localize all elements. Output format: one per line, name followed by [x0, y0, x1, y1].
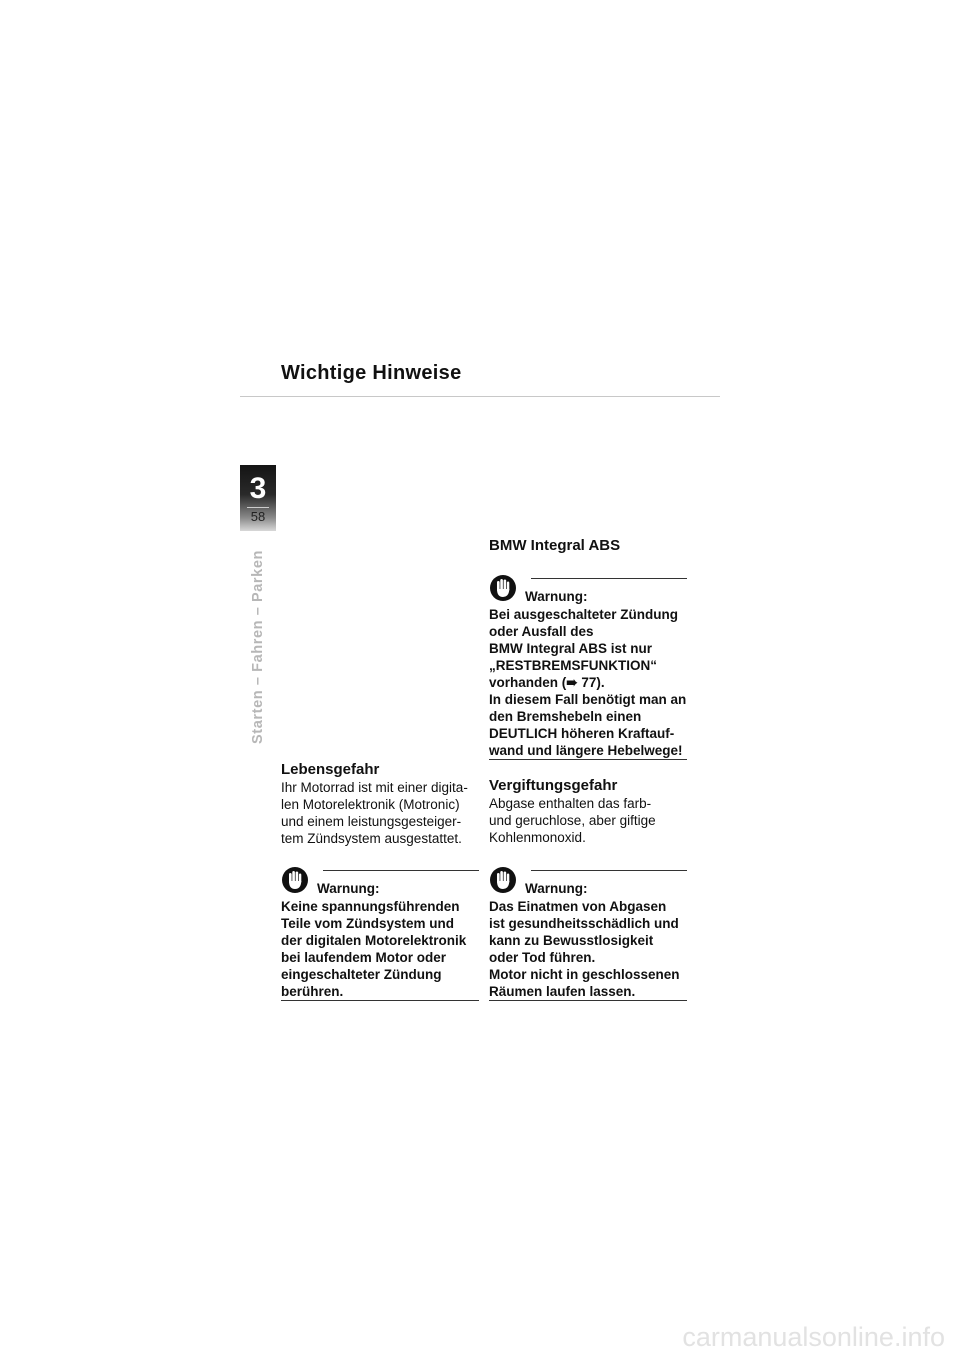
- warning-line: ist gesundheitsschädlich und: [489, 916, 679, 931]
- right-column-heading: [489, 537, 689, 555]
- stop-hand-icon: [281, 865, 309, 895]
- body-line: Kohlenmonoxid.: [489, 830, 586, 845]
- warning-label: Warnung:: [317, 881, 380, 896]
- section-label-text: Starten – Fahren – Parken: [250, 550, 266, 744]
- warning-line: oder Tod führen.: [489, 950, 596, 965]
- warning-bottom-rule: [489, 759, 687, 760]
- warning-line: Das Einatmen von Abgasen: [489, 899, 667, 914]
- right-column-body: [489, 777, 689, 846]
- warning-line: den Bremshebeln einen: [489, 709, 642, 724]
- warning-line: In diesem Fall benötigt man an: [489, 692, 687, 707]
- chapter-divider: [247, 507, 269, 508]
- warning-line: oder Ausfall des: [489, 624, 594, 639]
- warning-top-rule: [531, 870, 687, 871]
- warning-line: Motor nicht in geschlossenen: [489, 967, 680, 982]
- warning-top-rule: [323, 870, 479, 871]
- heading-lebensgefahr: Lebensgefahr: [281, 761, 380, 778]
- warning-top-rule: [531, 578, 687, 579]
- body-line: Abgase enthalten das farb-: [489, 796, 652, 811]
- watermark: carmanualsonline.info: [682, 1322, 945, 1352]
- warning-line: berühren.: [281, 984, 344, 999]
- body-line: und einem leistungsgesteiger-: [281, 814, 462, 829]
- warning-line: BMW Integral ABS ist nur: [489, 641, 653, 656]
- warning-line: DEUTLICH höheren Kraftauf-: [489, 726, 675, 741]
- warning-text: [489, 606, 689, 759]
- warning-line: wand und längere Hebelwege!: [489, 743, 683, 758]
- chapter-tab: [240, 465, 276, 531]
- warning-line: Räumen laufen lassen.: [489, 984, 636, 999]
- body-line: Ihr Motorrad ist mit einer digita-: [281, 780, 468, 795]
- warning-bottom-rule: [489, 1000, 687, 1001]
- page-number: 58: [250, 509, 266, 524]
- body-line: tem Zündsystem ausgestattet.: [281, 831, 462, 846]
- chapter-number: 3: [249, 472, 267, 505]
- body-line: len Motorelektronik (Motronic): [281, 797, 460, 812]
- warning-line: bei laufendem Motor oder: [281, 950, 447, 965]
- warning-line: Keine spannungsführenden: [281, 899, 460, 914]
- stop-hand-icon: [489, 865, 517, 895]
- left-column: [281, 761, 481, 847]
- heading-bmw-integral-abs: BMW Integral ABS: [489, 537, 621, 554]
- heading-vergiftungsgefahr: Vergiftungsgefahr: [489, 777, 618, 794]
- warning-line: der digitalen Motorelektronik: [281, 933, 467, 948]
- stop-hand-icon: [489, 573, 517, 603]
- warning-label: Warnung:: [525, 881, 588, 896]
- body-line: und geruchlose, aber giftige: [489, 813, 656, 828]
- title-divider: [240, 396, 720, 397]
- section-label: [240, 550, 276, 745]
- warning-label: Warnung:: [525, 589, 588, 604]
- warning-line: Teile vom Zündsystem und: [281, 916, 455, 931]
- warning-line: „RESTBREMSFUNKTION“: [489, 658, 657, 673]
- warning-line: Bei ausgeschalteter Zündung: [489, 607, 679, 622]
- warning-text: [489, 898, 689, 1000]
- warning-line: vorhanden (➠ 77).: [489, 675, 605, 690]
- warning-line: eingeschalteter Zündung: [281, 967, 442, 982]
- warning-text: [281, 898, 481, 1000]
- page-title: Wichtige Hinweise: [281, 362, 462, 384]
- warning-line: kann zu Bewusstlosigkeit: [489, 933, 654, 948]
- warning-bottom-rule: [281, 1000, 479, 1001]
